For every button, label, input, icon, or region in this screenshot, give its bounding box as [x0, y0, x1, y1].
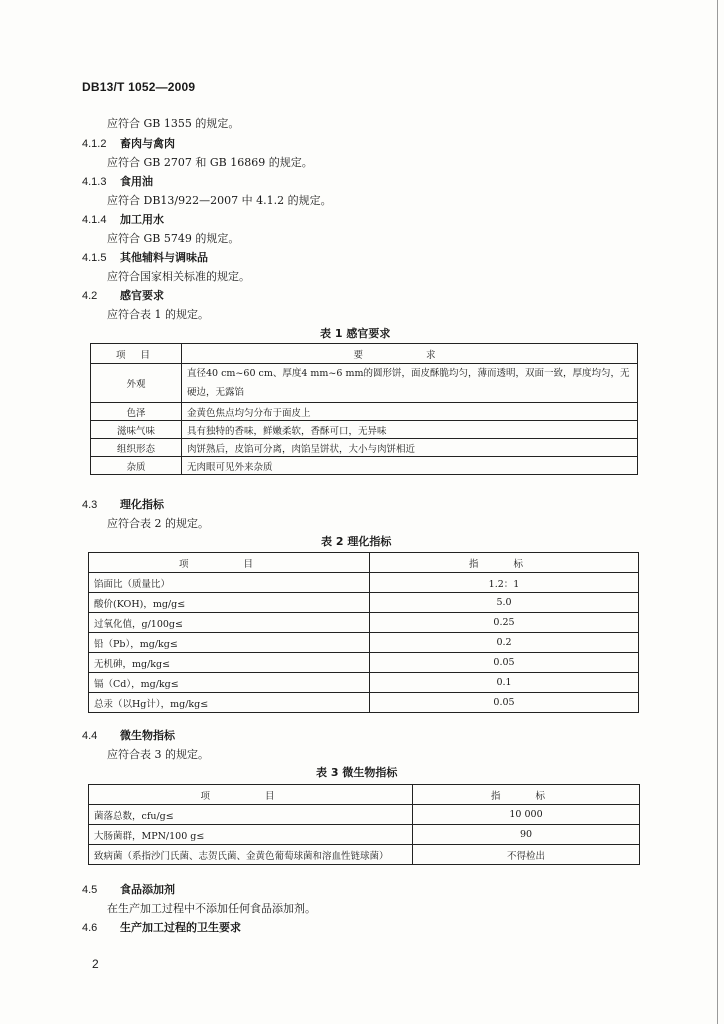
table1-caption: 表 1 感官要求 — [320, 327, 391, 340]
column-header-requirement: 要 求 — [182, 344, 638, 364]
table-cell-value: 不得检出 — [413, 845, 640, 865]
section-title: 微生物指标 — [120, 729, 175, 742]
body-text: 应符合国家相关标准的规定。 — [107, 270, 250, 283]
physicochemical-table — [88, 552, 639, 713]
table-row — [89, 825, 640, 845]
section-title: 生产加工过程的卫生要求 — [120, 921, 241, 934]
page-number: 2 — [92, 957, 99, 971]
table-row — [89, 805, 640, 825]
standard-code: DB13/T 1052—2009 — [82, 80, 196, 94]
microbiological-table — [88, 784, 640, 865]
body-text: 应符合表 3 的规定。 — [107, 748, 209, 761]
column-header-value: 指 标 — [413, 785, 640, 805]
table-cell-item: 总汞（以Hg计），mg/kg≤ — [89, 693, 370, 713]
section-heading — [82, 919, 241, 935]
section-heading — [82, 496, 164, 512]
table-row — [91, 403, 638, 421]
table2-caption: 表 2 理化指标 — [321, 535, 392, 548]
table-cell-item: 铅（Pb），mg/kg≤ — [89, 633, 370, 653]
section-number: 4.1.5 — [82, 252, 107, 264]
sensory-requirements-table — [90, 343, 638, 475]
body-text: 应符合 GB 5749 的规定。 — [107, 232, 240, 245]
table-cell-item: 外观 — [91, 364, 182, 403]
section-heading — [82, 135, 175, 151]
table-cell-item: 滋味气味 — [91, 421, 182, 439]
table-cell-requirement: 肉饼熟后，皮馅可分离，肉馅呈饼状，大小与肉饼相近 — [182, 439, 638, 457]
table-cell-item: 馅面比（质量比） — [89, 573, 370, 593]
table-row — [91, 439, 638, 457]
column-header-value: 指 标 — [370, 553, 639, 573]
table-cell-item: 色泽 — [91, 403, 182, 421]
section-number: 4.2 — [82, 290, 98, 302]
table-cell-requirement: 直径40 cm~60 cm、厚度4 mm~6 mm的圆形饼，面皮酥脆均匀，薄而透明，双面一致，厚度均匀，无硬边，无露馅 — [182, 364, 638, 403]
table-row — [89, 673, 639, 693]
section-title: 其他辅料与调味品 — [120, 251, 208, 264]
section-title: 畜肉与禽肉 — [120, 137, 175, 150]
table-cell-item: 无机砷，mg/kg≤ — [89, 653, 370, 673]
section-number: 4.1.2 — [82, 138, 107, 150]
section-number: 4.4 — [82, 730, 98, 742]
section-heading — [82, 173, 153, 189]
table-cell-value: 10 000 — [413, 805, 640, 825]
table-row — [89, 845, 640, 865]
table-row — [89, 613, 639, 633]
table-cell-item: 大肠菌群，MPN/100 g≤ — [89, 825, 413, 845]
table-cell-item: 组织形态 — [91, 439, 182, 457]
column-header-item: 项 目 — [91, 344, 182, 364]
column-header-item: 项 目 — [89, 785, 413, 805]
section-heading — [82, 881, 175, 897]
table-cell-value: 0.05 — [370, 653, 639, 673]
table-row — [91, 364, 638, 403]
section-title: 食品添加剂 — [120, 883, 175, 896]
table-cell-value: 0.05 — [370, 693, 639, 713]
table-cell-value: 0.2 — [370, 633, 639, 653]
body-text: 在生产加工过程中不添加任何食品添加剂。 — [107, 902, 316, 915]
section-number: 4.1.3 — [82, 176, 107, 188]
section-heading — [82, 249, 208, 265]
section-heading — [82, 727, 175, 743]
table-cell-value: 1.2：1 — [370, 573, 639, 593]
table-header-row — [89, 785, 640, 805]
section-title: 加工用水 — [120, 213, 164, 226]
column-header-item: 项 目 — [89, 553, 370, 573]
body-text: 应符合 DB13/922—2007 中 4.1.2 的规定。 — [107, 194, 332, 207]
table-cell-value: 0.1 — [370, 673, 639, 693]
table-cell-requirement: 无肉眼可见外来杂质 — [182, 457, 638, 475]
section-heading — [82, 211, 164, 227]
table-row — [89, 693, 639, 713]
table-row — [89, 633, 639, 653]
body-text: 应符合表 1 的规定。 — [107, 308, 209, 321]
table-cell-value: 90 — [413, 825, 640, 845]
table-header-row — [91, 344, 638, 364]
table-cell-item: 菌落总数，cfu/g≤ — [89, 805, 413, 825]
section-title: 食用油 — [120, 175, 153, 188]
table-cell-item: 镉（Cd），mg/kg≤ — [89, 673, 370, 693]
section-number: 4.5 — [82, 884, 98, 896]
table-row — [89, 573, 639, 593]
table-row — [89, 593, 639, 613]
body-text: 应符合 GB 2707 和 GB 16869 的规定。 — [107, 156, 313, 169]
table-cell-item: 杂质 — [91, 457, 182, 475]
table-cell-item: 酸价(KOH)，mg/g≤ — [89, 593, 370, 613]
table-cell-requirement: 金黄色焦点均匀分布于面皮上 — [182, 403, 638, 421]
table-row — [91, 421, 638, 439]
section-title: 感官要求 — [120, 289, 164, 302]
table-row — [91, 457, 638, 475]
table-cell-value: 5.0 — [370, 593, 639, 613]
table-cell-requirement: 具有独特的香味，鲜嫩柔软，香酥可口，无异味 — [182, 421, 638, 439]
section-number: 4.3 — [82, 499, 98, 511]
body-text: 应符合 GB 1355 的规定。 — [107, 117, 240, 130]
section-title: 理化指标 — [120, 498, 164, 511]
section-number: 4.6 — [82, 922, 98, 934]
table-cell-value: 0.25 — [370, 613, 639, 633]
table-header-row — [89, 553, 639, 573]
section-number: 4.1.4 — [82, 214, 107, 226]
page-edge-line — [717, 0, 718, 1024]
body-text: 应符合表 2 的规定。 — [107, 517, 209, 530]
table-cell-item: 过氧化值，g/100g≤ — [89, 613, 370, 633]
table3-caption: 表 3 微生物指标 — [316, 766, 398, 779]
table-cell-item: 致病菌（系指沙门氏菌、志贺氏菌、金黄色葡萄球菌和溶血性链球菌） — [89, 845, 413, 865]
section-heading — [82, 287, 164, 303]
table-row — [89, 653, 639, 673]
